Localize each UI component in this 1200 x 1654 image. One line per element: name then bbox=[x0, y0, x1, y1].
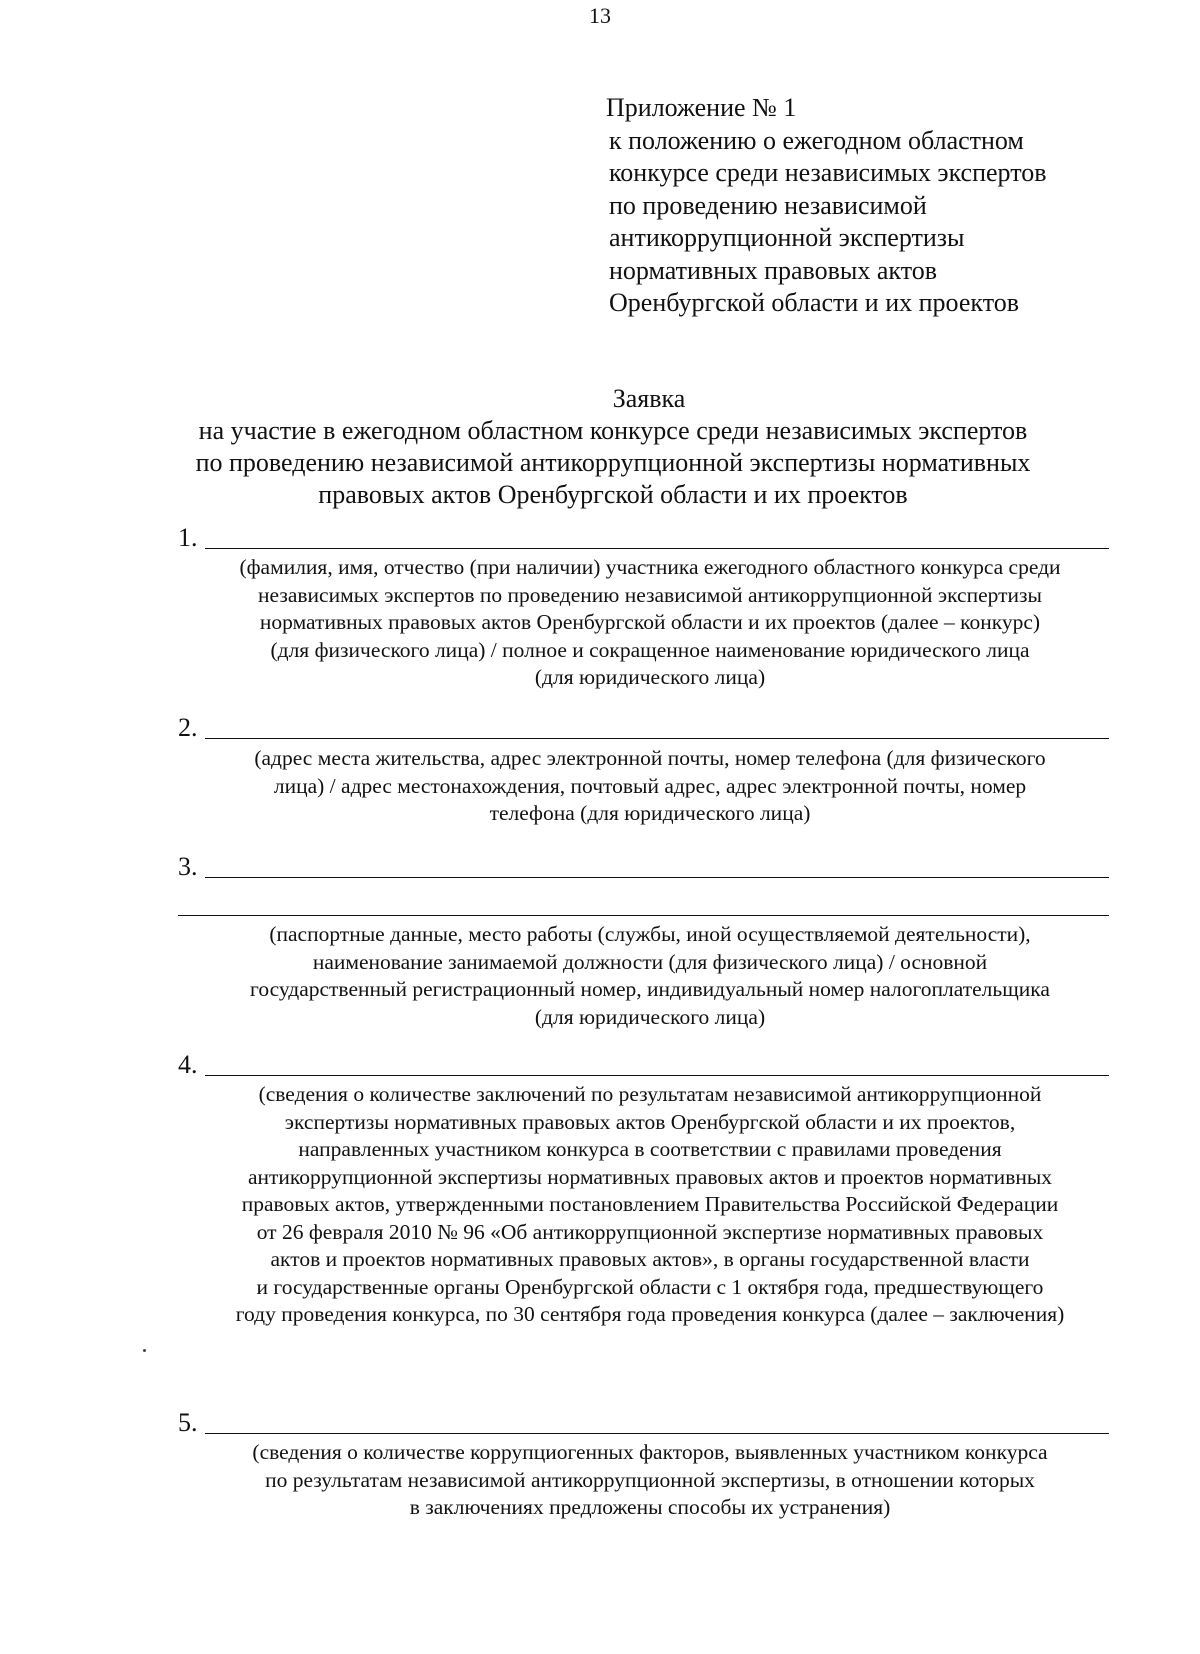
caption-line: правовых актов, утвержденными постановлением Правительства Российской Федерации bbox=[241, 1192, 1059, 1216]
appendix-line: конкурсе среди независимых экспертов bbox=[609, 158, 1047, 187]
appendix-line: нормативных правовых актов bbox=[609, 255, 938, 285]
field-2-caption bbox=[170, 745, 1130, 828]
field-1-caption bbox=[170, 554, 1130, 692]
caption-line: независимых экспертов по проведению независимой антикоррупционной экспертизы bbox=[258, 582, 1042, 607]
caption-line: антикоррупционной экспертизы нормативных правовых актов и проектов нормативных bbox=[247, 1164, 1053, 1189]
caption-line: (для физического лица) / полное и сокращенное наименование юридического лица bbox=[270, 637, 1030, 662]
field-3-input-line-2[interactable] bbox=[178, 915, 1109, 916]
subtitle-line: на участие в ежегодном областном конкурсе среди независимых экспертов bbox=[198, 416, 1028, 445]
caption-line: актов и проектов нормативных правовых актов», в органы государственной власти bbox=[270, 1247, 1030, 1271]
caption-line: (фамилия, имя, отчество (при наличии) участника ежегодного областного конкурса среди bbox=[239, 555, 1061, 579]
appendix-line: антикоррупционной экспертизы bbox=[609, 223, 965, 252]
caption-line: (сведения о количестве коррупциогенных факторов, выявленных участником конкурса bbox=[252, 1440, 1048, 1464]
appendix-heading: Приложение № 1 bbox=[606, 93, 797, 122]
appendix-block bbox=[606, 92, 1129, 320]
field-1-number: 1. bbox=[178, 523, 198, 552]
field-5-input-line[interactable] bbox=[205, 1433, 1109, 1434]
appendix-line: к положению о ежегодном областном bbox=[609, 125, 1024, 155]
field-3-caption bbox=[170, 921, 1130, 1031]
field-3-input-line[interactable] bbox=[205, 877, 1109, 878]
appendix-line: по проведению независимой bbox=[609, 190, 927, 220]
caption-line: (для юридического лица) bbox=[534, 665, 766, 689]
caption-line: лица) / адрес местонахождения, почтовый адрес, адрес электронной почты, номер bbox=[273, 773, 1027, 798]
caption-line: (сведения о количестве заключений по результатам независимой антикоррупционной bbox=[258, 1082, 1042, 1106]
subtitle-line: правовых актов Оренбургской области и их проектов bbox=[318, 480, 908, 509]
field-5-number: 5. bbox=[178, 1408, 198, 1437]
document-title: Заявка bbox=[612, 384, 686, 413]
scan-speck bbox=[143, 1349, 146, 1352]
caption-line: наименование занимаемой должности (для физического лица) / основной bbox=[312, 949, 988, 974]
document-subtitle bbox=[0, 415, 1200, 511]
field-2-number: 2. bbox=[178, 713, 198, 742]
caption-line: от 26 февраля 2010 № 96 «Об антикоррупционной экспертизе нормативных правовых bbox=[256, 1219, 1044, 1244]
caption-line: нормативных правовых актов Оренбургской области и их проектов (далее – конкурс) bbox=[259, 610, 1041, 634]
caption-line: государственный регистрационный номер, индивидуальный номер налогоплательщика bbox=[250, 977, 1050, 1001]
subtitle-line: по проведению независимой антикоррупционной экспертизы нормативных bbox=[195, 448, 1031, 477]
appendix-line: Оренбургской области и их проектов bbox=[609, 288, 1019, 317]
caption-line: (адрес места жительства, адрес электронной почты, номер телефона (для физического bbox=[254, 746, 1046, 770]
caption-line: направленных участником конкурса в соответствии с правилами проведения bbox=[298, 1137, 1002, 1161]
caption-line: телефона (для юридического лица) bbox=[489, 801, 811, 825]
field-5-caption bbox=[170, 1439, 1130, 1522]
caption-line: экспертизы нормативных правовых актов Оренбургской области и их проектов, bbox=[284, 1109, 1016, 1134]
field-4-caption bbox=[170, 1081, 1130, 1329]
page-number: 13 bbox=[589, 3, 611, 28]
caption-line: и государственные органы Оренбургской области с 1 октября года, предшествующего bbox=[256, 1274, 1044, 1299]
caption-line: (для юридического лица) bbox=[534, 1004, 766, 1029]
field-3-number: 3. bbox=[178, 852, 198, 881]
caption-line: (паспортные данные, место работы (службы, иной осуществляемой деятельности), bbox=[269, 922, 1031, 946]
field-1-input-line[interactable] bbox=[205, 548, 1109, 549]
caption-line: году проведения конкурса, по 30 сентября года проведения конкурса (далее – заключения) bbox=[235, 1302, 1065, 1326]
caption-line: по результатам независимой антикоррупционной экспертизы, в отношении которых bbox=[265, 1467, 1035, 1492]
caption-line: в заключениях предложены способы их устранения) bbox=[409, 1495, 891, 1519]
field-4-number: 4. bbox=[178, 1050, 198, 1079]
field-4-input-line[interactable] bbox=[205, 1075, 1109, 1076]
field-2-input-line[interactable] bbox=[205, 738, 1109, 739]
